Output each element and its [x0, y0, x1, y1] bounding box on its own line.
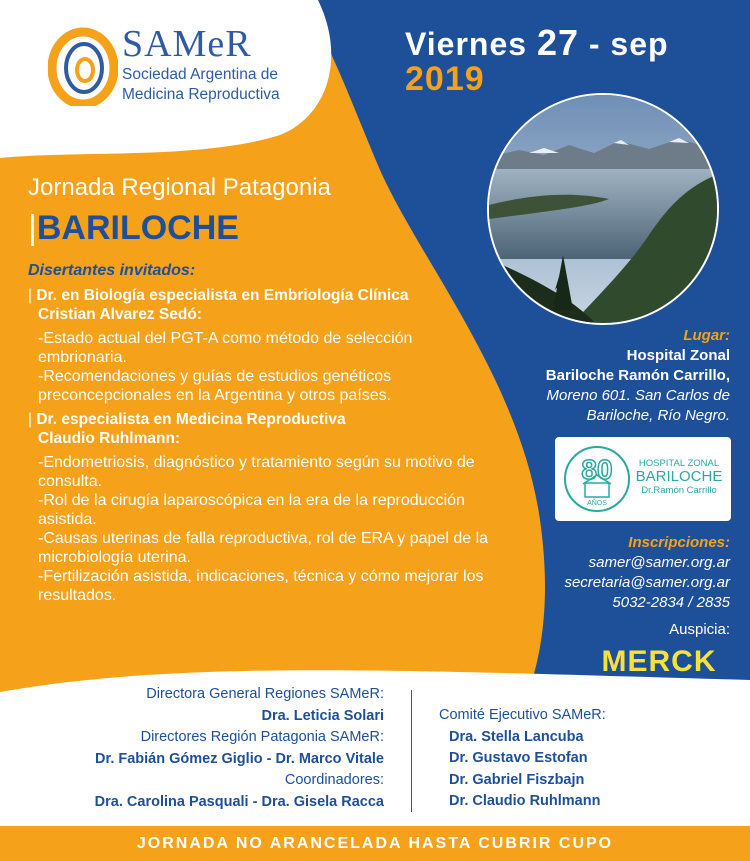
- committee-member: Dr. Claudio Ruhlmann: [449, 793, 601, 809]
- speakers-heading: Disertantes invitados:: [28, 262, 196, 279]
- logo-subtitle-line1: Sociedad Argentina de: [122, 66, 278, 83]
- hospital-logo: [555, 437, 731, 521]
- organizer-line: Dra. Carolina Pasquali - Dra. Gisela Racca: [94, 793, 384, 810]
- organizer-line: Dr. Fabián Gómez Giglio - Dr. Marco Vitale: [95, 750, 384, 767]
- committee-title: Comité Ejecutivo SAMeR:: [439, 707, 606, 723]
- topic-item: -Endometriosis, diagnóstico y tratamiento según su motivo de consulta.: [38, 454, 475, 490]
- topic-item: -Rol de la cirugía laparoscópica en la era de la reproducción asistida.: [38, 492, 465, 528]
- merck-logo: [586, 644, 732, 676]
- registration-info: [564, 533, 730, 613]
- registration-email1: samer@samer.org.ar: [588, 554, 730, 571]
- hospital-years-number: 80: [581, 454, 613, 485]
- topic-item: -Recomendaciones y guías de estudios genéticos preconcepcionales en la Argentina y otros países.: [38, 368, 392, 404]
- hospital-logo-text: [633, 458, 725, 496]
- committee-member: Dra. Stella Lancuba: [449, 728, 584, 745]
- event-year: 2019: [405, 60, 485, 98]
- samer-logo-icon: [48, 26, 118, 106]
- title-bar-accent: |: [28, 209, 37, 247]
- organizers-list: [95, 684, 384, 813]
- event-month: sep: [610, 26, 669, 62]
- speaker-name: Cristian Alvarez Sedó:: [38, 306, 202, 323]
- organizer-line: Directores Región Patagonia SAMeR:: [140, 729, 384, 745]
- organizer-line: Dra. Leticia Solari: [261, 707, 384, 724]
- committee-member: Dr. Gabriel Fiszbajn: [449, 771, 585, 788]
- venue-address-line2: Bariloche, Río Negro.: [586, 407, 730, 424]
- event-day: 27: [536, 22, 579, 63]
- speaker-role: [28, 286, 498, 305]
- speaker-role-text: Dr. especialista en Medicina Reproductiva: [36, 411, 346, 428]
- venue-address-line1: Moreno 601. San Carlos de: [546, 387, 730, 404]
- venue-label: Lugar:: [683, 327, 730, 344]
- topic-item: -Causas uterinas de falla reproductiva, rol de ERA y papel de la microbiología uterina.: [38, 530, 489, 566]
- speaker-name: Claudio Ruhlmann:: [38, 430, 181, 447]
- speakers-section: [28, 262, 498, 610]
- landscape-illustration: [489, 95, 719, 325]
- topic-item: -Estado actual del PGT-A como método de selección embrionaria.: [38, 330, 413, 366]
- hospital-line2: BARILOCHE: [635, 468, 723, 485]
- event-city-heading: [28, 209, 239, 248]
- date-separator: -: [588, 26, 601, 62]
- event-city: BARILOCHE: [36, 209, 239, 247]
- lake-landscape-photo: [487, 93, 719, 325]
- venue-name-line1: Hospital Zonal: [626, 347, 730, 364]
- logo-name: SAMeR: [122, 23, 252, 65]
- topic-item: -Fertilización asistida, indicaciones, técnica y cómo mejorar los resultados.: [38, 568, 484, 604]
- venue-info: [546, 326, 730, 426]
- organizer-line: Directora General Regiones SAMeR:: [146, 686, 384, 702]
- speaker-topics: [38, 453, 498, 605]
- sponsor-label: Auspicia:: [669, 621, 730, 638]
- hospital-80-years-icon: [557, 437, 637, 521]
- samer-logo: [48, 22, 298, 112]
- speaker-role: [28, 410, 498, 429]
- credits-divider: [411, 690, 412, 812]
- event-weekday: Viernes: [405, 26, 528, 62]
- speaker-bar-accent: |: [28, 411, 37, 428]
- footer-banner: JORNADA NO ARANCELADA HASTA CUBRIR CUPO: [0, 826, 750, 861]
- logo-subtitle-line2: Medicina Reproductiva: [122, 86, 280, 103]
- committee-member: Dr. Gustavo Estofan: [449, 750, 588, 766]
- speaker-bar-accent: |: [28, 287, 37, 304]
- merck-logo-text: MERCK: [601, 645, 717, 676]
- registration-email2: secretaria@samer.org.ar: [564, 574, 730, 591]
- hospital-line1: HOSPITAL ZONAL: [638, 458, 720, 469]
- hospital-line3: Dr.Ramón Carrillo: [641, 485, 717, 496]
- committee-list: [439, 705, 606, 813]
- registration-label: Inscripciones:: [628, 534, 730, 551]
- registration-phone: 5032-2834 / 2835: [612, 594, 730, 611]
- speaker-role-text: Dr. en Biología especialista en Embriología Clínica: [36, 287, 409, 304]
- hospital-years-word: AÑOS: [587, 500, 607, 507]
- event-date: [405, 22, 669, 64]
- speaker-topics: [38, 329, 498, 405]
- event-title: Jornada Regional Patagonia: [28, 174, 331, 201]
- venue-name-line2: Bariloche Ramón Carrillo,: [545, 367, 730, 384]
- organizer-line: Coordinadores:: [284, 772, 384, 788]
